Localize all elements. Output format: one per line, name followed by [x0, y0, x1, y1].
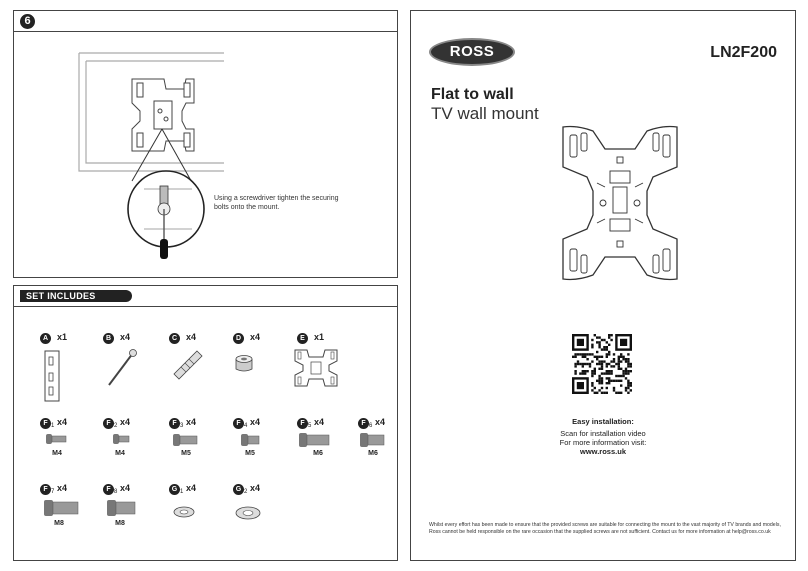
bolt-icon — [113, 432, 131, 446]
part-qty: x4 — [375, 417, 386, 427]
disclaimer: Whilst every effort has been made to ensure that the provided screws are suitable for connecting the mount to the vast majority of TV brands and models, Ross cannot be held responsible on the rare occasion that the supplied screws are not sufficient. Contact us for more information at help@ross.co.uk — [429, 522, 781, 535]
part-subscript: 8 — [114, 489, 118, 495]
easy-installation-heading: Easy installation: — [572, 417, 634, 426]
step-header — [14, 11, 397, 32]
part-letter: D — [233, 333, 244, 344]
bolt-icon — [173, 432, 199, 448]
part-subscript: 6 — [369, 423, 373, 429]
part-letter: F — [233, 418, 244, 429]
part-qty: x4 — [186, 417, 197, 427]
set-includes-label: SET INCLUDES — [20, 290, 132, 302]
part-subscript: 1 — [180, 489, 184, 495]
part-letter: C — [169, 333, 180, 344]
part-qty: x4 — [57, 483, 68, 493]
part-size: M8 — [115, 520, 125, 527]
part-size: M5 — [245, 450, 255, 457]
step-6-panel — [13, 10, 398, 278]
spacer-icon — [233, 353, 255, 375]
step-6-illustration — [74, 41, 224, 261]
product-title: Flat to wall — [431, 86, 514, 103]
scan-text: Scan for installation video — [560, 429, 646, 438]
wall-rail-icon — [42, 349, 62, 403]
part-subscript: 1 — [51, 423, 55, 429]
part-size: M5 — [181, 450, 191, 457]
part-subscript: 3 — [180, 423, 184, 429]
brand-logo: ROSS — [429, 38, 515, 66]
part-qty: x4 — [120, 483, 131, 493]
part-qty: x4 — [314, 417, 325, 427]
set-includes-panel — [13, 285, 398, 561]
part-qty: x4 — [120, 417, 131, 427]
part-letter: F — [40, 418, 51, 429]
bolt-icon — [44, 498, 80, 518]
part-letter: F — [358, 418, 369, 429]
part-qty: x4 — [186, 483, 197, 493]
part-qty: x4 — [250, 332, 261, 342]
part-subscript: 7 — [51, 489, 55, 495]
bolt-icon — [299, 431, 331, 449]
part-subscript: 4 — [244, 423, 248, 429]
qr-code — [572, 334, 632, 394]
part-letter: G — [169, 484, 180, 495]
part-size: M8 — [54, 520, 64, 527]
model-number: LN2F200 — [710, 44, 777, 61]
part-qty: x4 — [250, 417, 261, 427]
part-qty: x4 — [250, 483, 261, 493]
part-letter: A — [40, 333, 51, 344]
set-includes-header — [14, 286, 397, 307]
part-letter: F — [40, 484, 51, 495]
bolt-icon — [46, 432, 68, 446]
bolt-icon — [107, 498, 137, 518]
washer-icon — [235, 506, 261, 520]
part-qty: x1 — [314, 332, 325, 342]
mount-plate-icon — [291, 347, 341, 389]
part-subscript: 5 — [308, 423, 312, 429]
part-qty: x4 — [186, 332, 197, 342]
bolt-icon — [360, 431, 386, 449]
part-subscript: 2 — [114, 423, 118, 429]
part-letter: F — [169, 418, 180, 429]
more-info-text: For more information visit: — [559, 438, 647, 447]
website-link[interactable]: www.ross.uk — [580, 447, 626, 456]
part-size: M4 — [115, 450, 125, 457]
wall-plug-icon — [171, 347, 205, 383]
part-qty: x4 — [120, 332, 131, 342]
part-subscript: 2 — [244, 489, 248, 495]
step-instruction: Using a screwdriver tighten the securing bolts onto the mount. — [214, 195, 339, 211]
part-qty: x1 — [57, 332, 68, 342]
bolt-icon — [241, 432, 261, 448]
part-letter: F — [103, 484, 114, 495]
part-letter: E — [297, 333, 308, 344]
step-number: 6 — [20, 14, 35, 29]
wood-screw-icon — [105, 349, 139, 389]
part-letter: F — [297, 418, 308, 429]
part-size: M4 — [52, 450, 62, 457]
product-subtitle: TV wall mount — [431, 104, 539, 123]
washer-icon — [173, 506, 195, 518]
part-letter: B — [103, 333, 114, 344]
part-letter: F — [103, 418, 114, 429]
part-size: M6 — [368, 450, 378, 457]
part-qty: x4 — [57, 417, 68, 427]
part-letter: G — [233, 484, 244, 495]
cover-panel — [410, 10, 796, 561]
wall-mount-illustration — [557, 121, 683, 285]
part-size: M6 — [313, 450, 323, 457]
